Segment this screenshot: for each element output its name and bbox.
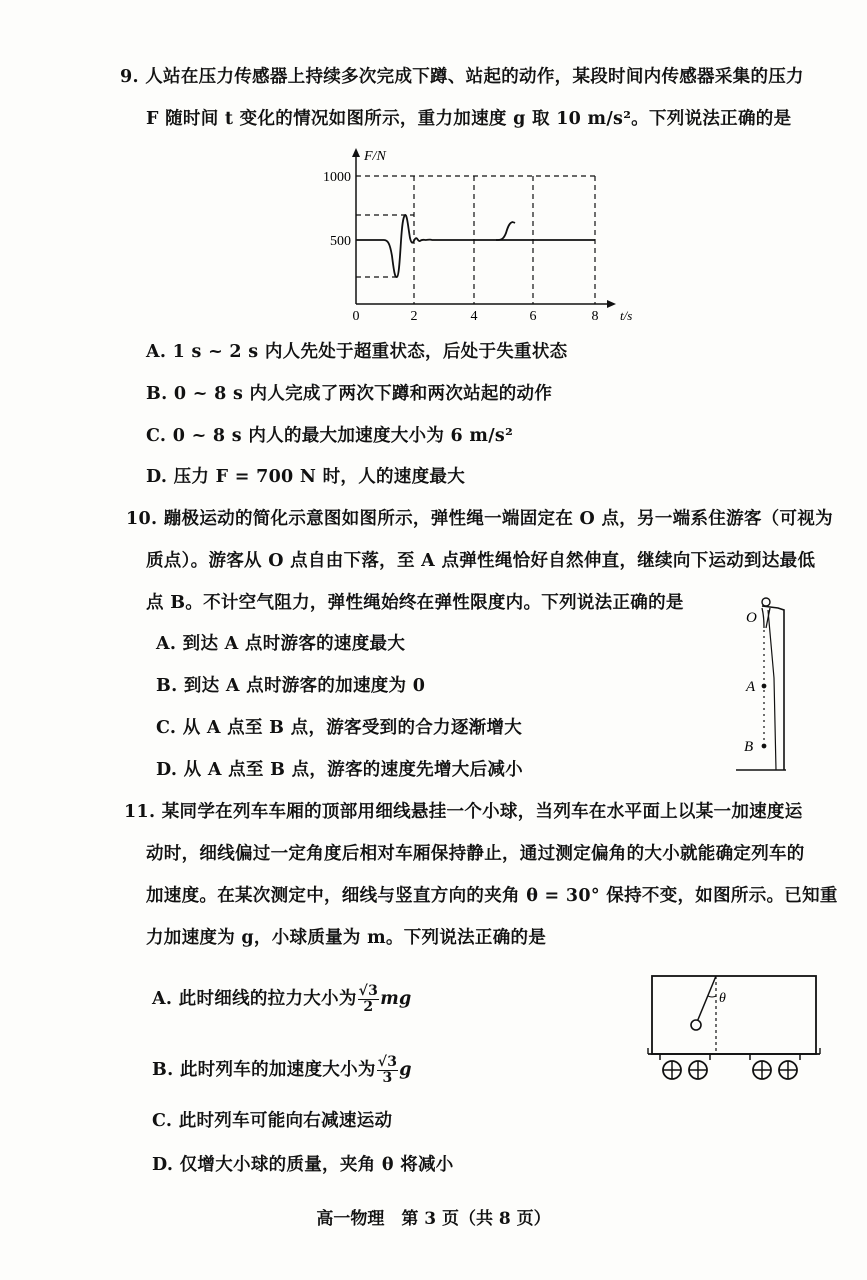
q11-option-a-text: A. 此时细线的拉力大小为 [152, 989, 357, 1009]
q10-stem-line1: 10. 蹦极运动的简化示意图如图所示，弹性绳一端固定在 O 点，另一端系住游客（可视为 [126, 509, 833, 529]
q10-option-b: B. 到达 A 点时游客的加速度为 0 [156, 676, 426, 696]
q10-option-d: D. 从 A 点至 B 点，游客的速度先增大后减小 [156, 760, 523, 780]
graph-xtick-6: 6 [529, 309, 537, 324]
q9-option-c: C. 0 ~ 8 s 内人的最大加速度大小为 6 m/s² [146, 426, 514, 446]
q11-option-a [152, 984, 412, 1015]
graph-xlabel: t/s [620, 308, 633, 323]
graph-xtick-4: 4 [470, 309, 478, 324]
q11-option-b-suffix: g [399, 1060, 412, 1080]
q9-option-d: D. 压力 F = 700 N 时，人的速度最大 [146, 467, 466, 487]
graph-ytick-1000: 1000 [323, 170, 351, 185]
q9-option-b: B. 0 ~ 8 s 内人完成了两次下蹲和两次站起的动作 [146, 384, 553, 404]
label-a: A [746, 679, 756, 695]
q11-stem-line4: 力加速度为 g，小球质量为 m。下列说法正确的是 [146, 928, 547, 948]
q10-stem-line2: 质点）。游客从 O 点自由下落，至 A 点弹性绳恰好自然伸直，继续向下运动到达最低 [146, 551, 816, 571]
q9-force-time-graph [318, 146, 638, 326]
q10-option-a: A. 到达 A 点时游客的速度最大 [156, 634, 406, 654]
q9-option-a: A. 1 s ~ 2 s 内人先处于超重状态，后处于失重状态 [146, 342, 568, 362]
q11-stem-line3: 加速度。在某次测定中，细线与竖直方向的夹角 θ = 30° 保持不变，如图所示。已知重 [146, 886, 838, 906]
q9-stem-line2: F 随时间 t 变化的情况如图所示，重力加速度 g 取 10 m/s²。下列说法正确的是 [146, 109, 792, 129]
graph-ytick-500: 500 [330, 234, 351, 249]
label-b: B [744, 739, 754, 755]
graph-xtick-0: 0 [352, 309, 360, 324]
q10-stem-line3: 点 B。不计空气阻力，弹性绳始终在弹性限度内。下列说法正确的是 [146, 593, 684, 613]
q9-stem-line1: 9. 人站在压力传感器上持续多次完成下蹲、站起的动作，某段时间内传感器采集的压力 [120, 67, 804, 87]
q11-option-d: D. 仅增大小球的质量，夹角 θ 将减小 [152, 1155, 454, 1175]
q11-option-b-text: B. 此时列车的加速度大小为 [152, 1060, 376, 1080]
graph-xtick-2: 2 [410, 309, 418, 324]
graph-xtick-8: 8 [591, 309, 599, 324]
q11-stem-line2: 动时，细线偏过一定角度后相对车厢保持静止，通过测定偏角的大小就能确定列车的 [146, 844, 805, 864]
q11-option-c: C. 此时列车可能向右减速运动 [152, 1111, 393, 1131]
q11-option-a-suffix: mg [380, 989, 412, 1009]
fraction-sqrt3-over-3: $\frac{√3}{3}$ [377, 1054, 398, 1086]
fraction-sqrt3-over-2: $\frac{√3}{2}$ [358, 983, 379, 1015]
bungee-diagram [736, 594, 814, 772]
graph-ylabel: F/N [364, 149, 386, 164]
page-footer: 高一物理 第 3 页（共 8 页） [316, 1209, 551, 1229]
q10-option-c: C. 从 A 点至 B 点，游客受到的合力逐渐增大 [156, 718, 523, 738]
q11-option-b [152, 1055, 412, 1086]
q11-stem-line1: 11. 某同学在列车车厢的顶部用细线悬挂一个小球，当列车在水平面上以某一加速度运 [124, 802, 803, 822]
label-o: O [746, 610, 757, 626]
train-car-diagram [646, 972, 828, 1088]
label-theta: θ [719, 991, 726, 1006]
